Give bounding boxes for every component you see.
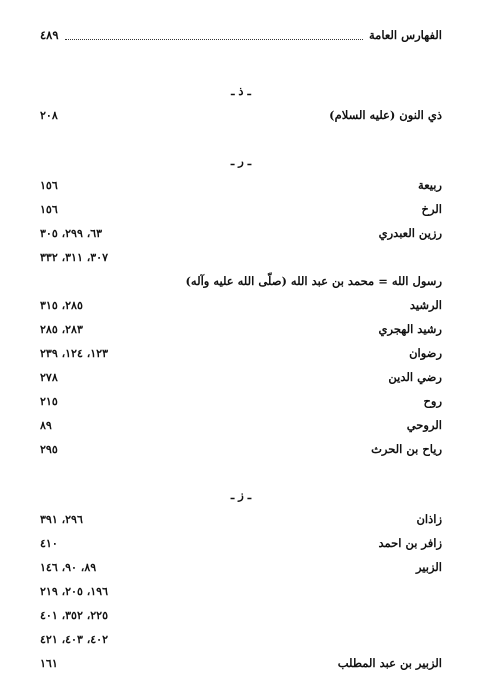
section-heading-dhal: ـ ذ ـ: [231, 84, 251, 98]
entry-pages: ٢٩٦، ٣٩١: [40, 512, 83, 526]
entry-name: ربيعة: [418, 178, 442, 192]
index-entry: [40, 176, 442, 194]
index-entry: [40, 344, 442, 362]
entry-name: الرخ: [421, 202, 442, 216]
entry-pages: ١٩٦، ٢٠٥، ٢١٩: [40, 584, 108, 598]
index-entry: [40, 392, 442, 410]
index-entry: [40, 368, 442, 386]
entry-pages: ١٢٣، ١٢٤، ٢٣٩: [40, 346, 108, 360]
section-heading-zay: ـ ز ـ: [230, 488, 252, 502]
index-entry: [40, 296, 442, 314]
entry-pages: ٢٠٨: [40, 108, 58, 122]
entry-pages: ٨٩، ٩٠، ١٤٦: [40, 560, 97, 574]
index-entry-continuation: [40, 582, 442, 600]
entry-pages: ٤٠٢، ٤٠٣، ٤٢١: [40, 632, 108, 646]
header-title: الفهارس العامة: [369, 28, 442, 42]
page-number: ٤٨٩: [40, 28, 59, 42]
entry-name: الزبير بن عبد المطلب: [337, 656, 442, 670]
entry-pages: ٨٩: [40, 418, 52, 432]
index-entry: [40, 534, 442, 552]
entry-pages: ١٥٦: [40, 202, 58, 216]
entry-pages: ٢٧٨: [40, 370, 58, 384]
index-entry-continuation: [40, 248, 442, 266]
entry-name: رشيد الهجري: [378, 322, 442, 336]
entry-name: ذي النون (عليه السلام): [329, 108, 442, 122]
running-header: [40, 26, 442, 44]
entry-pages: ٢٢٥، ٣٥٢، ٤٠١: [40, 608, 108, 622]
index-entry: [40, 106, 442, 124]
entry-name: رضوان: [409, 346, 442, 360]
entry-pages: ٢٩٥: [40, 442, 58, 456]
entry-name: رسول الله = محمد بن عبد الله (صلّى الله عليه وآله): [185, 274, 442, 288]
entry-pages: ٤١٠: [40, 536, 58, 550]
index-entry: [40, 558, 442, 576]
index-entry: [40, 440, 442, 458]
entry-name: رزين العبدري: [378, 226, 442, 240]
entry-pages: ٢٨٣، ٢٨٥: [40, 322, 83, 336]
entry-name: زافر بن احمد: [378, 536, 442, 550]
entry-name: الزبير: [415, 560, 442, 574]
entry-pages: ٢٨٥، ٣١٥: [40, 298, 83, 312]
entry-pages: ٣٠٧، ٣١١، ٣٣٢: [40, 250, 108, 264]
index-entry: [40, 510, 442, 528]
entry-pages: ٢١٥: [40, 394, 58, 408]
entry-name: رياح بن الحرث: [371, 442, 442, 456]
entry-name: روح: [423, 394, 442, 408]
index-entry: [40, 272, 442, 290]
index-entry: [40, 654, 442, 672]
section-heading-ra: ـ ر ـ: [230, 154, 252, 168]
entry-name: زاذان: [416, 512, 442, 526]
entry-name: الرشيد: [409, 298, 442, 312]
entry-pages: ١٦١: [40, 656, 58, 670]
entry-name: رضي الدين: [388, 370, 442, 384]
entry-pages: ٦٣، ٢٩٩، ٣٠٥: [40, 226, 103, 240]
index-entry-continuation: [40, 630, 442, 648]
entry-pages: ١٥٦: [40, 178, 58, 192]
entry-name: الروحي: [406, 418, 442, 432]
index-entry: [40, 320, 442, 338]
dotted-leader: [65, 30, 363, 40]
index-entry: [40, 224, 442, 242]
index-entry: [40, 200, 442, 218]
index-entry: [40, 416, 442, 434]
index-entry-continuation: [40, 606, 442, 624]
